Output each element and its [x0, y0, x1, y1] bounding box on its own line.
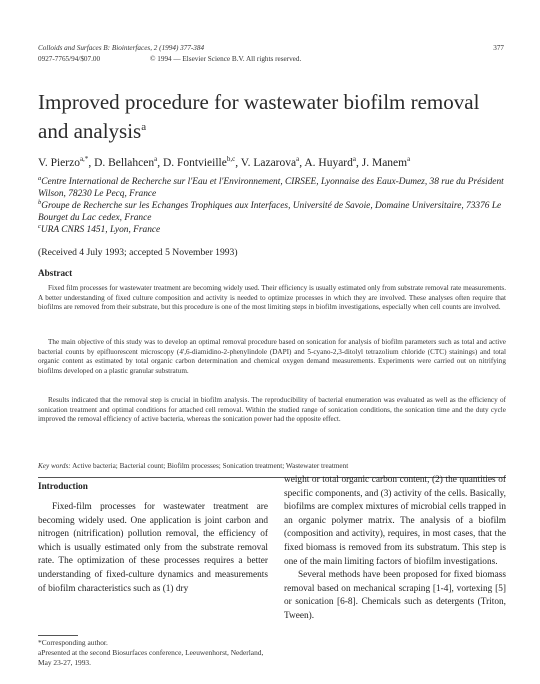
author-mark: b,c: [226, 155, 236, 163]
issn-line: 0927-7765/94/$07.00: [38, 55, 101, 63]
author-mark: a: [154, 155, 158, 163]
author-name: , D. Fontvieille: [157, 156, 227, 169]
affiliation-mark: c: [38, 223, 41, 230]
abstract-heading: Abstract: [38, 268, 73, 278]
right-column-text: [284, 474, 506, 624]
author-name: , J. Manem: [356, 156, 408, 169]
footnote-divider: [38, 635, 78, 636]
author-name: V. Pierzo: [38, 156, 80, 169]
affiliation-text: Groupe de Recherche sur les Echanges Trophiques aux Interfaces, Université de Savoie, Domaine Universitaire, 73376 Le Bourget du Lac cedex, France: [38, 201, 502, 224]
introduction-heading: Introduction: [38, 481, 88, 491]
title-footnote-mark: a: [141, 121, 147, 133]
paper-title: [38, 90, 508, 144]
keywords-line: [38, 462, 506, 470]
affiliation-text: Centre International de Recherche sur l'Eau et l'Environnement, CIRSEE, Lyonnaise des Eaux-Dumez, 38 rue du Président Wilson, 78230 Le Pecq, France: [38, 177, 504, 200]
intro-paragraph-continued: weight or total organic carbon content, (2) the quantities of specific components, and (3) activity of the cells. Basically, biofilms are complex mixtures of microbial cells trapped in an organic polymer matrix. The analysis of a biofilm (composition and activity), requires, in most cases, that the fixed biomass is removed from its substratum. This step is one of the main limiting factors of biofilm investigations.: [284, 475, 506, 567]
abstract-paragraph-3: Results indicated that the removal step is crucial in biofilm analysis. The reproducibility of bacterial enumeration was evaluated as well as the efficiency of sonication treatment and optimal conditions for attached cell removal. Within the studied range of sonication conditions, the sonication time and the duty cycle improved the removal efficiency of active bacteria, whereas the sonication power had the opposite effect.: [38, 396, 506, 424]
copyright-line: © 1994 — Elsevier Science B.V. All rights reserved.: [150, 55, 302, 63]
intro-paragraph: Fixed-film processes for wastewater treatment are becoming widely used. One application is joint carbon and nitrogen (nitrification) pollution removal, the efficiency of which is usually estimated only from the substrate removal rate. The optimization of these processes requires a better understanding of fixed-culture dynamics and measurements of biofilm characteristics such as (1) dry: [38, 502, 268, 594]
affiliation-mark: b: [38, 199, 42, 206]
left-column-text: [38, 501, 268, 596]
abstract-paragraph-1: Fixed film processes for wastewater treatment are becoming widely used. Their efficiency is usually estimated only from substrate removal rate measurements. A better understanding of fixed culture composition and activity is needed to optimize processes in which they are involved. These analyses often require that biofilms are removed from their substrate, but this procedure is one of the most limiting steps in biofilm investigations, especially when cell counts are involved.: [38, 284, 506, 312]
received-dates: (Received 4 July 1993; accepted 5 November 1993): [38, 247, 238, 258]
footnote-corresponding: *Corresponding author.: [38, 638, 108, 647]
author-mark: a: [407, 155, 411, 163]
author-name: , A. Huyard: [299, 156, 353, 169]
intro-paragraph-2: Several methods have been proposed for fixed biomass removal based on mechanical scraping [1-4], vortexing [5] or sonication [6-8]. Chemicals such as detergents (Triton, Tween).: [284, 570, 506, 621]
author-name: , D. Bellahcen: [88, 156, 155, 169]
footnote-presented: aPresented at the second Biosurfaces conference, Leeuwenhorst, Nederland, May 23-27, 1993.: [38, 648, 264, 667]
author-list: [38, 155, 508, 169]
abstract-paragraph-2: The main objective of this study was to develop an optimal removal procedure based on sonication for analysis of biofilm parameters such as total and active bacterial counts by epifluorescent microscopy (4',6-diamidino-2-phenylindole (DAPI) and 5-cyano-2,3-ditolyl tetrazolium chloride (CTC) stainings) and total organic content as estimated by total organic carbon determination and chemical oxygen demand measurements. Experiments were carried out on nitrifying biofilms developed on a plastic granular substratum.: [38, 338, 506, 375]
affiliation-mark: a: [38, 175, 42, 182]
author-name: , V. Lazarova: [235, 156, 297, 169]
page-number: 377: [493, 44, 504, 52]
author-mark: a: [352, 155, 356, 163]
keywords-list: Active bacteria; Bacterial count; Biofilm processes; Sonication treatment; Wastewater treatment: [72, 462, 349, 470]
journal-reference: Colloids and Surfaces B: Biointerfaces, 2 (1994) 377-384: [38, 44, 205, 52]
title-text: Improved procedure for wastewater biofilm removal and analysis: [38, 90, 480, 143]
affiliation-c: [38, 221, 508, 236]
affiliation-text: URA CNRS 1451, Lyon, France: [40, 225, 161, 236]
author-mark: a,*: [79, 155, 89, 163]
author-mark: a: [296, 155, 300, 163]
keywords-label: Key words:: [38, 462, 71, 470]
